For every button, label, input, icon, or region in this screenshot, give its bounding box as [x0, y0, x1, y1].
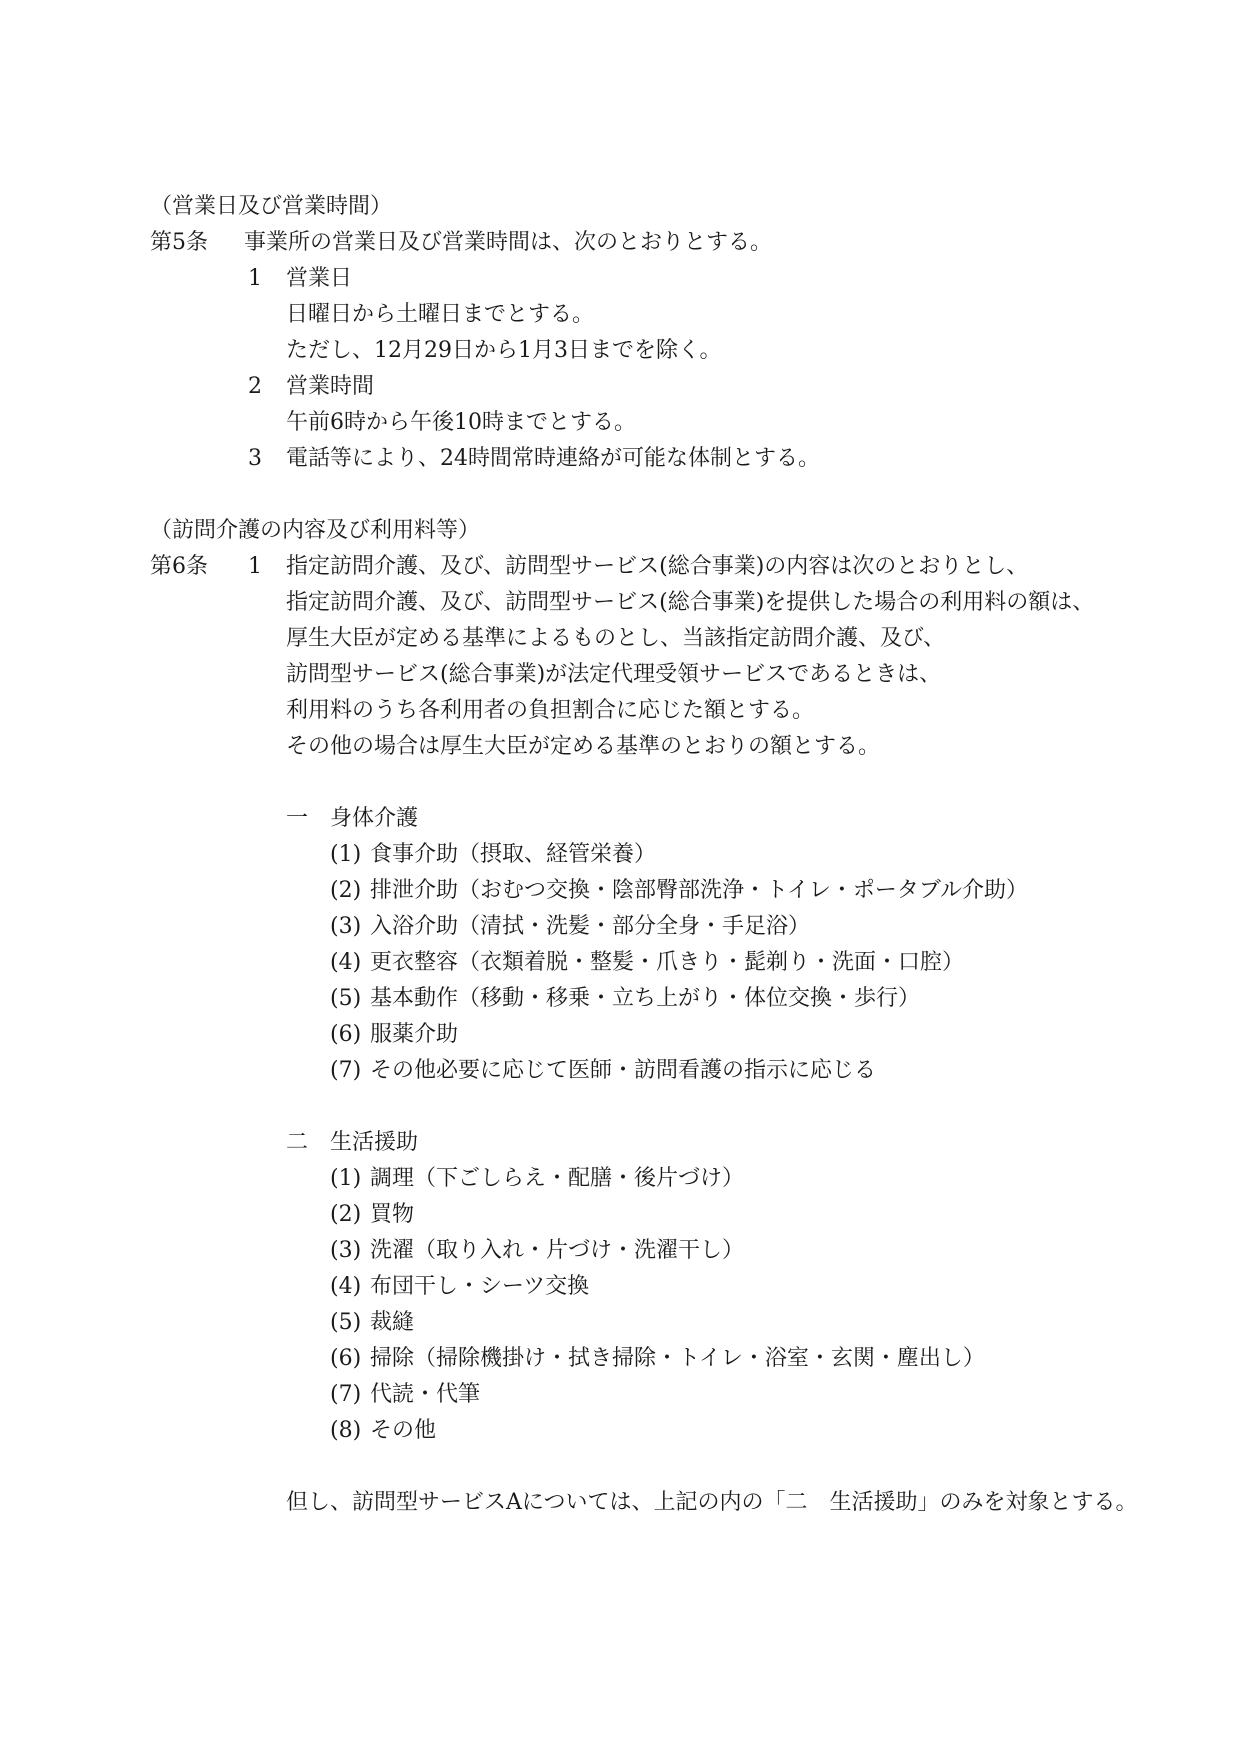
article-5-item-num: 3	[248, 446, 262, 471]
article-6-num: 1	[248, 554, 262, 579]
article-6-label: 第6条	[150, 554, 208, 579]
list-item	[330, 873, 1028, 909]
article-6-line: 指定訪問介護、及び、訪問型サービス(総合事業)の内容は次のとおりとし、	[286, 554, 1029, 579]
article-5-item-title: 電話等により、24時間常時連絡が可能な体制とする。	[286, 446, 820, 471]
list-item	[330, 1053, 876, 1089]
list-item	[330, 945, 964, 981]
list-item-text: その他必要に応じて医師・訪問看護の指示に応じる	[370, 1058, 877, 1083]
article-6-note: 但し、訪問型サービスAについては、上記の内の「二 生活援助」のみを対象とする。	[286, 1490, 1138, 1515]
article-5-item-line: ただし、12月29日から1月3日までを除く。	[286, 338, 722, 363]
list-item-number: (7)	[330, 1382, 362, 1407]
article-6-heading: （訪問介護の内容及び利用料等）	[150, 518, 481, 543]
list-item-text: 調理（下ごしらえ・配膳・後片づけ）	[370, 1166, 745, 1191]
list-item-text: 更衣整容（衣類着脱・整髪・爪きり・髭剃り・洗面・口腔）	[370, 950, 965, 975]
list-item-number: (4)	[330, 1274, 362, 1299]
list-item	[330, 1197, 414, 1233]
section-kanji: 一	[286, 806, 309, 831]
list-item-text: 服薬介助	[370, 1022, 459, 1047]
list-item-text: その他	[370, 1418, 437, 1443]
article-5-item-line: 日曜日から土曜日までとする。	[286, 302, 595, 327]
article-6-line: 指定訪問介護、及び、訪問型サービス(総合事業)を提供した場合の利用料の額は、	[286, 590, 1095, 615]
list-item	[330, 1017, 458, 1053]
list-item-number: (5)	[330, 986, 362, 1011]
list-item-number: (3)	[330, 1238, 362, 1263]
list-item	[330, 909, 810, 945]
article-5-heading: （営業日及び営業時間）	[150, 194, 393, 219]
article-5-item-title: 営業日	[286, 266, 353, 291]
article-5-item-title: 営業時間	[286, 374, 375, 399]
article-6-line: その他の場合は厚生大臣が定める基準のとおりの額とする。	[286, 734, 881, 759]
section-kanji: 二	[286, 1130, 309, 1155]
list-item	[330, 1377, 480, 1413]
list-item	[330, 1341, 985, 1377]
list-item	[330, 1413, 436, 1449]
list-item-number: (2)	[330, 1202, 362, 1227]
list-item-number: (3)	[330, 914, 362, 939]
article-5-label: 第5条	[150, 230, 208, 255]
list-item-number: (6)	[330, 1346, 362, 1371]
list-item-text: 掃除（掃除機掛け・拭き掃除・トイレ・浴室・玄関・塵出し）	[370, 1346, 985, 1371]
list-item	[330, 1233, 744, 1269]
list-item	[330, 1161, 744, 1197]
list-item-text: 基本動作（移動・移乗・立ち上がり・体位交換・歩行）	[370, 986, 921, 1011]
list-item-text: 代読・代筆	[370, 1382, 481, 1407]
article-6-line: 利用料のうち各利用者の負担割合に応じた額とする。	[286, 698, 815, 723]
list-item-text: 洗濯（取り入れ・片づけ・洗濯干し）	[370, 1238, 745, 1263]
list-item-number: (1)	[330, 1166, 362, 1191]
list-item	[330, 1305, 414, 1341]
article-6-line: 厚生大臣が定める基準によるものとし、当該指定訪問介護、及び、	[286, 626, 946, 651]
article-5-item-line: 午前6時から午後10時までとする。	[286, 410, 636, 435]
section-title: 身体介護	[330, 806, 419, 831]
list-item-number: (7)	[330, 1058, 362, 1083]
list-item-text: 裁縫	[370, 1310, 415, 1335]
list-item-text: 入浴介助（清拭・洗髪・部分全身・手足浴）	[370, 914, 811, 939]
list-item	[330, 981, 920, 1017]
article-5-item-num: 2	[248, 374, 262, 399]
article-5-item-num: 1	[248, 266, 262, 291]
list-item-number: (6)	[330, 1022, 362, 1047]
section-title: 生活援助	[330, 1130, 419, 1155]
list-item-text: 布団干し・シーツ交換	[370, 1274, 590, 1299]
list-item-text: 食事介助（摂取、経管栄養）	[370, 842, 657, 867]
list-item	[330, 837, 656, 873]
list-item-text: 排泄介助（おむつ交換・陰部臀部洗浄・トイレ・ポータブル介助）	[370, 878, 1029, 903]
list-item	[330, 1269, 589, 1305]
list-item-number: (4)	[330, 950, 362, 975]
list-item-number: (2)	[330, 878, 362, 903]
list-item-number: (8)	[330, 1418, 362, 1443]
list-item-text: 買物	[370, 1202, 415, 1227]
article-6-line: 訪問型サービス(総合事業)が法定代理受領サービスであるときは、	[286, 662, 942, 687]
article-5-intro: 事業所の営業日及び営業時間は、次のとおりとする。	[244, 230, 773, 255]
list-item-number: (5)	[330, 1310, 362, 1335]
list-item-number: (1)	[330, 842, 362, 867]
